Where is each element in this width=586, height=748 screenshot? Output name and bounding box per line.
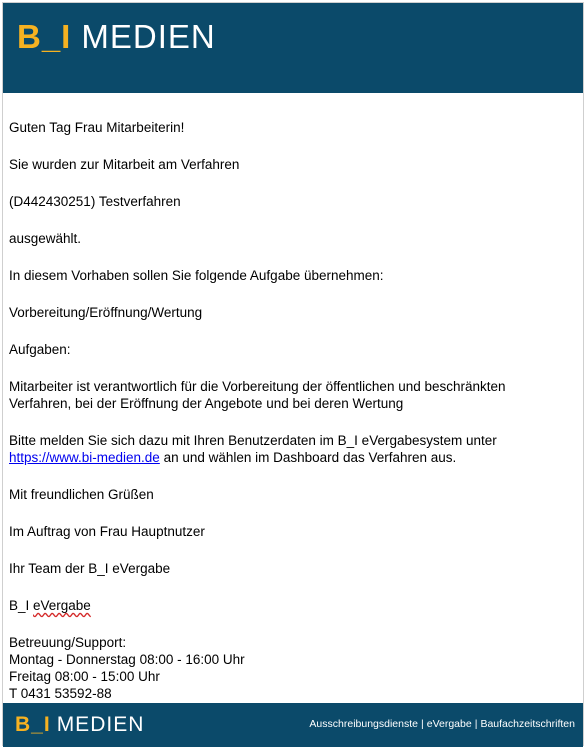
footer-logo-bi-text: B_I: [15, 713, 51, 736]
logo-medien-text: MEDIEN: [81, 18, 216, 55]
tasks-label: Aufgaben:: [9, 342, 71, 357]
login-instructions: [9, 432, 569, 466]
footer-link-baufachzeitschriften[interactable]: Baufachzeitschriften: [480, 718, 575, 730]
task-description: Mitarbeiter ist verantwortlich für die Vorbereitung der öffentlichen und beschränkten Verfahren, bei der Eröffnung der Angebote und bei deren Wertung: [9, 379, 506, 411]
selected-text: ausgewählt.: [9, 231, 82, 246]
email-frame: [2, 2, 584, 746]
footer-separator: |: [474, 718, 478, 730]
footer-links: [309, 718, 575, 730]
email-body: [9, 119, 569, 719]
bi-medien-link[interactable]: https://www.bi-medien.de: [9, 450, 160, 465]
logo-bi-text: B_I: [17, 18, 72, 55]
signature: [9, 597, 569, 614]
email-footer-banner: [3, 703, 583, 747]
support-hours-friday: Freitag 08:00 - 15:00 Uhr: [9, 669, 160, 684]
footer-link-evergabe[interactable]: eVergabe: [426, 718, 472, 730]
procedure-name: (D442430251) Testverfahren: [9, 194, 181, 209]
login-text-before: Bitte melden Sie sich dazu mit Ihren Benutzerdaten im B_I eVergabesystem unter: [9, 433, 497, 448]
team-signature: Ihr Team der B_I eVergabe: [9, 561, 171, 576]
support-title: Betreuung/Support:: [9, 635, 127, 650]
closing: Mit freundlichen Grüßen: [9, 487, 154, 502]
signature-bi: B_I: [9, 598, 34, 613]
signature-evergabe: eVergabe: [33, 598, 91, 613]
footer-logo: [15, 711, 144, 739]
bi-medien-logo: [17, 17, 216, 57]
support-hours-weekdays: Montag - Donnerstag 08:00 - 16:00 Uhr: [9, 652, 245, 667]
support-phone: T 0431 53592-88: [9, 686, 112, 701]
email-header-banner: [3, 3, 583, 93]
footer-separator: |: [421, 718, 424, 730]
greeting: Guten Tag Frau Mitarbeiterin!: [9, 120, 185, 135]
footer-link-ausschreibungsdienste[interactable]: Ausschreibungsdienste: [309, 718, 418, 730]
invitation-text: Sie wurden zur Mitarbeit am Verfahren: [9, 157, 240, 172]
footer-logo-medien-text: MEDIEN: [56, 713, 145, 736]
on-behalf: Im Auftrag von Frau Hauptnutzer: [9, 524, 205, 539]
login-text-after: an und wählen im Dashboard das Verfahren aus.: [159, 450, 457, 465]
task-intro: In diesem Vorhaben sollen Sie folgende Aufgabe übernehmen:: [9, 268, 384, 283]
task-name: Vorbereitung/Eröffnung/Wertung: [9, 305, 203, 320]
